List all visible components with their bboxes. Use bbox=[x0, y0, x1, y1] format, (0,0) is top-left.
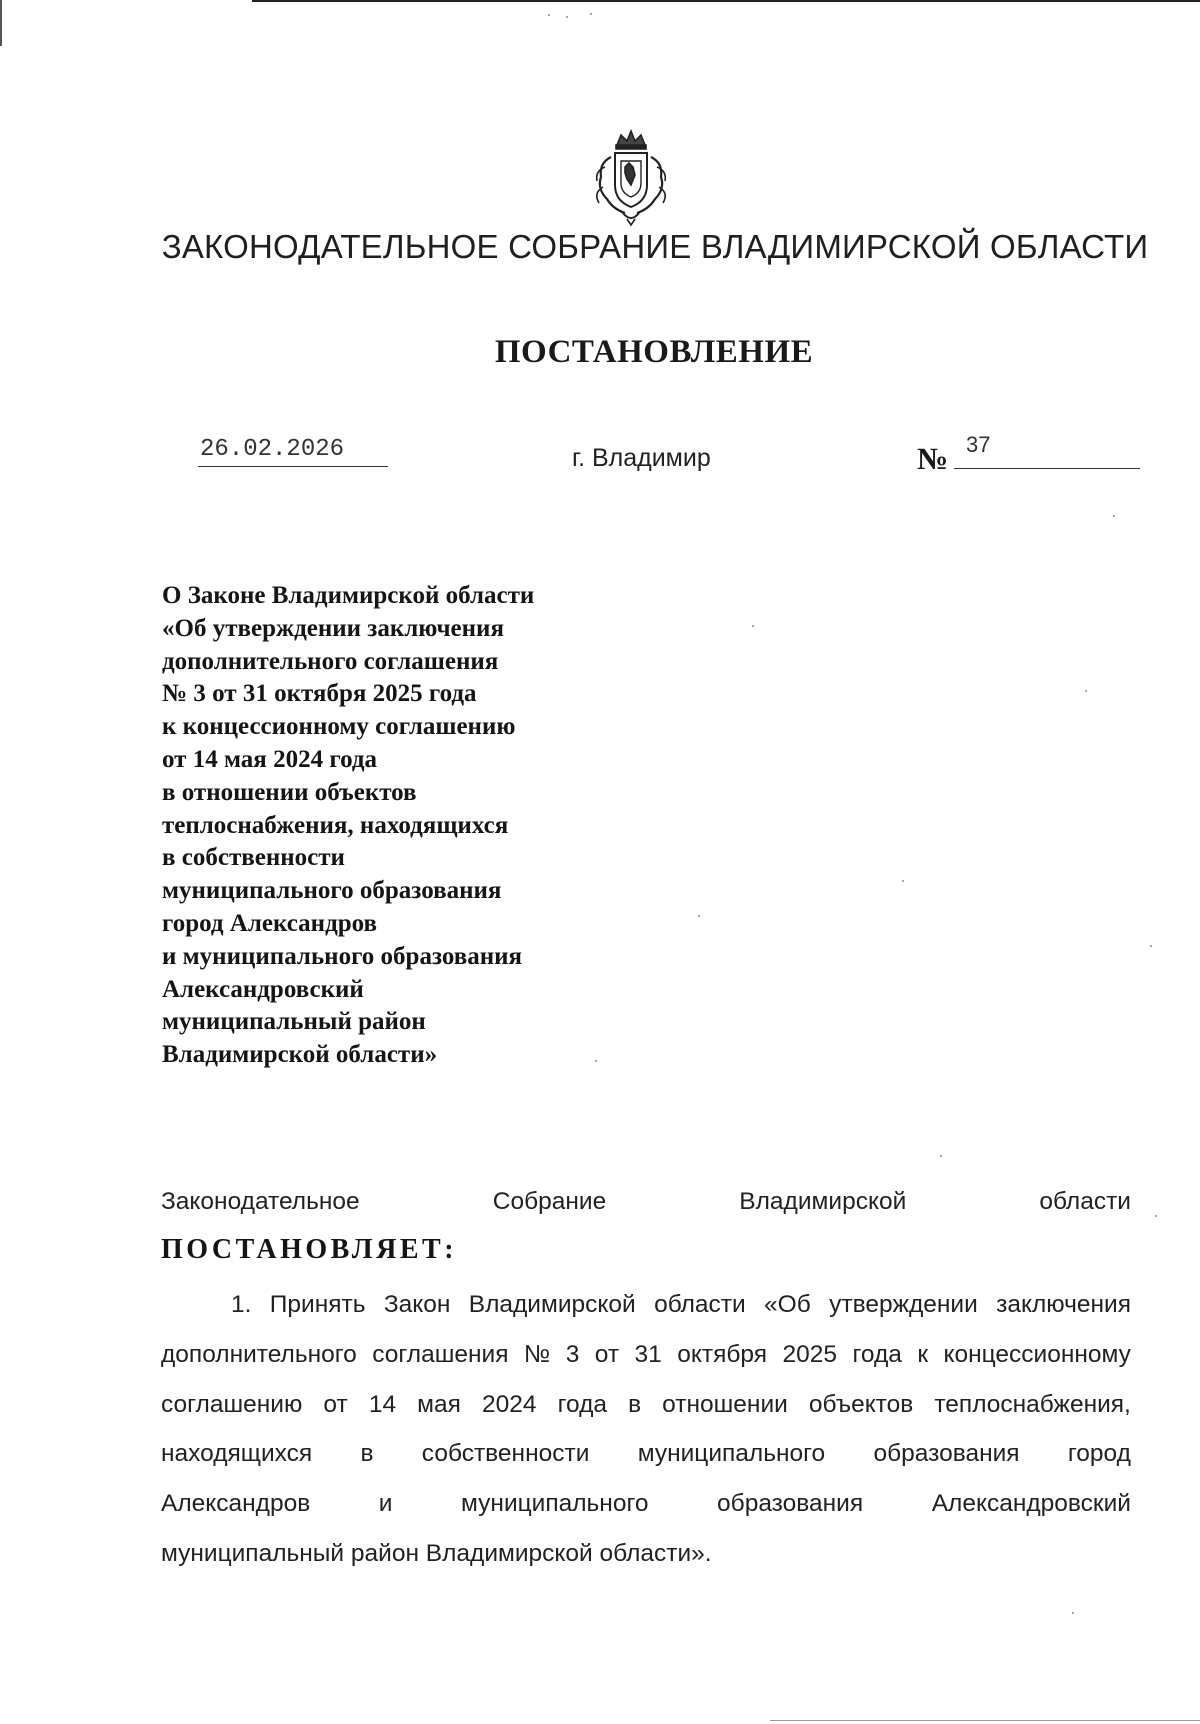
scan-edge-left bbox=[0, 0, 2, 46]
paragraph-word: «Об bbox=[764, 1291, 811, 1318]
preamble-word: Законодательное bbox=[161, 1188, 360, 1215]
paragraph-line bbox=[161, 1330, 1131, 1380]
subject-line: в собственности bbox=[162, 844, 345, 872]
paragraph-word: октября bbox=[677, 1340, 768, 1368]
paragraph-word: 3 bbox=[565, 1340, 580, 1368]
subject-line: город Александров bbox=[162, 909, 378, 937]
paragraph-word: и bbox=[378, 1490, 393, 1518]
subject-line: «Об утверждении заключения bbox=[162, 614, 504, 642]
coat-of-arms-icon bbox=[583, 127, 679, 227]
document-date: 26.02.2026 bbox=[200, 436, 345, 463]
subject-line: муниципального образования bbox=[162, 877, 502, 905]
scan-speck bbox=[548, 14, 550, 16]
paragraph-word: дополнительного bbox=[161, 1340, 357, 1368]
scan-speck bbox=[1150, 945, 1152, 947]
resolves-heading: ПОСТАНОВЛЯЕТ: bbox=[161, 1234, 458, 1265]
scan-speck bbox=[940, 1155, 942, 1157]
subject-line: № 3 от 31 октября 2025 года bbox=[162, 680, 477, 708]
paragraph-word: теплоснабжения, bbox=[934, 1390, 1131, 1418]
document-type-heading: ПОСТАНОВЛЕНИЕ bbox=[494, 334, 814, 370]
paragraph-word: Александров bbox=[161, 1490, 311, 1518]
document-city: г. Владимир bbox=[572, 444, 711, 472]
scan-speck bbox=[752, 625, 754, 627]
number-underline bbox=[954, 468, 1140, 469]
preamble-word: области bbox=[1039, 1188, 1131, 1215]
organization-title: ЗАКОНОДАТЕЛЬНОЕ СОБРАНИЕ ВЛАДИМИРСКОЙ ОБЛАСТИ bbox=[161, 228, 1149, 265]
paragraph-word: 2024 bbox=[481, 1390, 537, 1418]
scan-speck bbox=[1072, 1612, 1074, 1614]
subject-title bbox=[162, 580, 682, 1072]
paragraph-word: мая bbox=[417, 1390, 461, 1418]
paragraph-line bbox=[161, 1280, 1131, 1330]
paragraph-line bbox=[161, 1429, 1131, 1479]
paragraph-word: в bbox=[360, 1440, 374, 1468]
paragraph-word: 1. bbox=[231, 1291, 252, 1318]
paragraph-word: Владимирской bbox=[468, 1291, 636, 1318]
preamble-word: Владимирской bbox=[739, 1188, 907, 1215]
scan-speck bbox=[902, 880, 904, 882]
paragraph-word: заключения bbox=[996, 1291, 1131, 1318]
subject-line: Владимирской области» bbox=[162, 1041, 438, 1069]
paragraph-word: собственности bbox=[421, 1440, 590, 1468]
scan-edge-top bbox=[252, 0, 1200, 2]
paragraph-word: соглашению bbox=[161, 1390, 303, 1418]
subject-line: муниципальный район bbox=[162, 1008, 426, 1036]
paragraph-word: город bbox=[1067, 1440, 1131, 1468]
paragraph-word: соглашения bbox=[372, 1340, 509, 1368]
scan-speck bbox=[590, 13, 592, 15]
subject-line: в отношении объектов bbox=[162, 778, 417, 806]
paragraph-word: образования bbox=[717, 1490, 864, 1518]
document-number: 37 bbox=[966, 432, 991, 457]
paragraph-word: № bbox=[523, 1340, 551, 1368]
paragraph-word: от bbox=[594, 1340, 620, 1368]
scan-speck bbox=[1113, 515, 1115, 517]
paragraph-line bbox=[161, 1529, 1131, 1579]
scan-speck bbox=[1155, 1215, 1157, 1217]
paragraph-word: концессионному bbox=[943, 1340, 1131, 1368]
date-underline bbox=[198, 466, 388, 467]
paragraph-word: года bbox=[557, 1390, 607, 1418]
paragraph-word: утверждении bbox=[829, 1291, 978, 1318]
paragraph-word: 2025 bbox=[782, 1340, 837, 1368]
scan-speck bbox=[698, 915, 700, 917]
subject-line: и муниципального образования bbox=[162, 942, 523, 970]
paragraph-line bbox=[161, 1380, 1131, 1430]
subject-line: Александровский bbox=[162, 975, 364, 1003]
paragraph-word: муниципального bbox=[461, 1490, 649, 1518]
subject-line: теплоснабжения, находящихся bbox=[162, 811, 509, 839]
paragraph-word: 31 bbox=[634, 1340, 662, 1368]
paragraph-1 bbox=[161, 1280, 1131, 1579]
paragraph-word: Принять bbox=[269, 1291, 366, 1318]
number-sign: № bbox=[917, 441, 949, 476]
paragraph-word: от bbox=[323, 1390, 348, 1418]
subject-line: дополнительного соглашения bbox=[162, 647, 499, 675]
paragraph-word: отношении bbox=[662, 1390, 788, 1418]
preamble-line bbox=[161, 1188, 1131, 1216]
preamble-word: Собрание bbox=[492, 1188, 607, 1215]
paragraph-word: в bbox=[628, 1390, 642, 1418]
subject-line: О Законе Владимирской области bbox=[162, 582, 535, 609]
paragraph-word: муниципального bbox=[637, 1440, 826, 1468]
paragraph-word: образования bbox=[873, 1440, 1020, 1468]
paragraph-word: 14 bbox=[368, 1390, 397, 1418]
paragraph-word: года bbox=[852, 1340, 902, 1368]
paragraph-word: объектов bbox=[808, 1390, 914, 1418]
paragraph-word: Александровский bbox=[931, 1490, 1131, 1518]
paragraph-word: муниципальный район Владимирской области». bbox=[161, 1539, 712, 1567]
scan-edge-bottom bbox=[770, 1720, 1200, 1721]
subject-line: от 14 мая 2024 года bbox=[162, 745, 377, 773]
paragraph-word: Закон bbox=[383, 1291, 451, 1318]
paragraph-word: к bbox=[917, 1340, 929, 1368]
scan-speck bbox=[1085, 690, 1087, 692]
paragraph-word: находящихся bbox=[161, 1440, 313, 1468]
paragraph-word: области bbox=[654, 1291, 746, 1318]
scan-speck bbox=[566, 16, 568, 18]
paragraph-line bbox=[161, 1479, 1131, 1529]
subject-line: к концессионному соглашению bbox=[162, 713, 516, 741]
